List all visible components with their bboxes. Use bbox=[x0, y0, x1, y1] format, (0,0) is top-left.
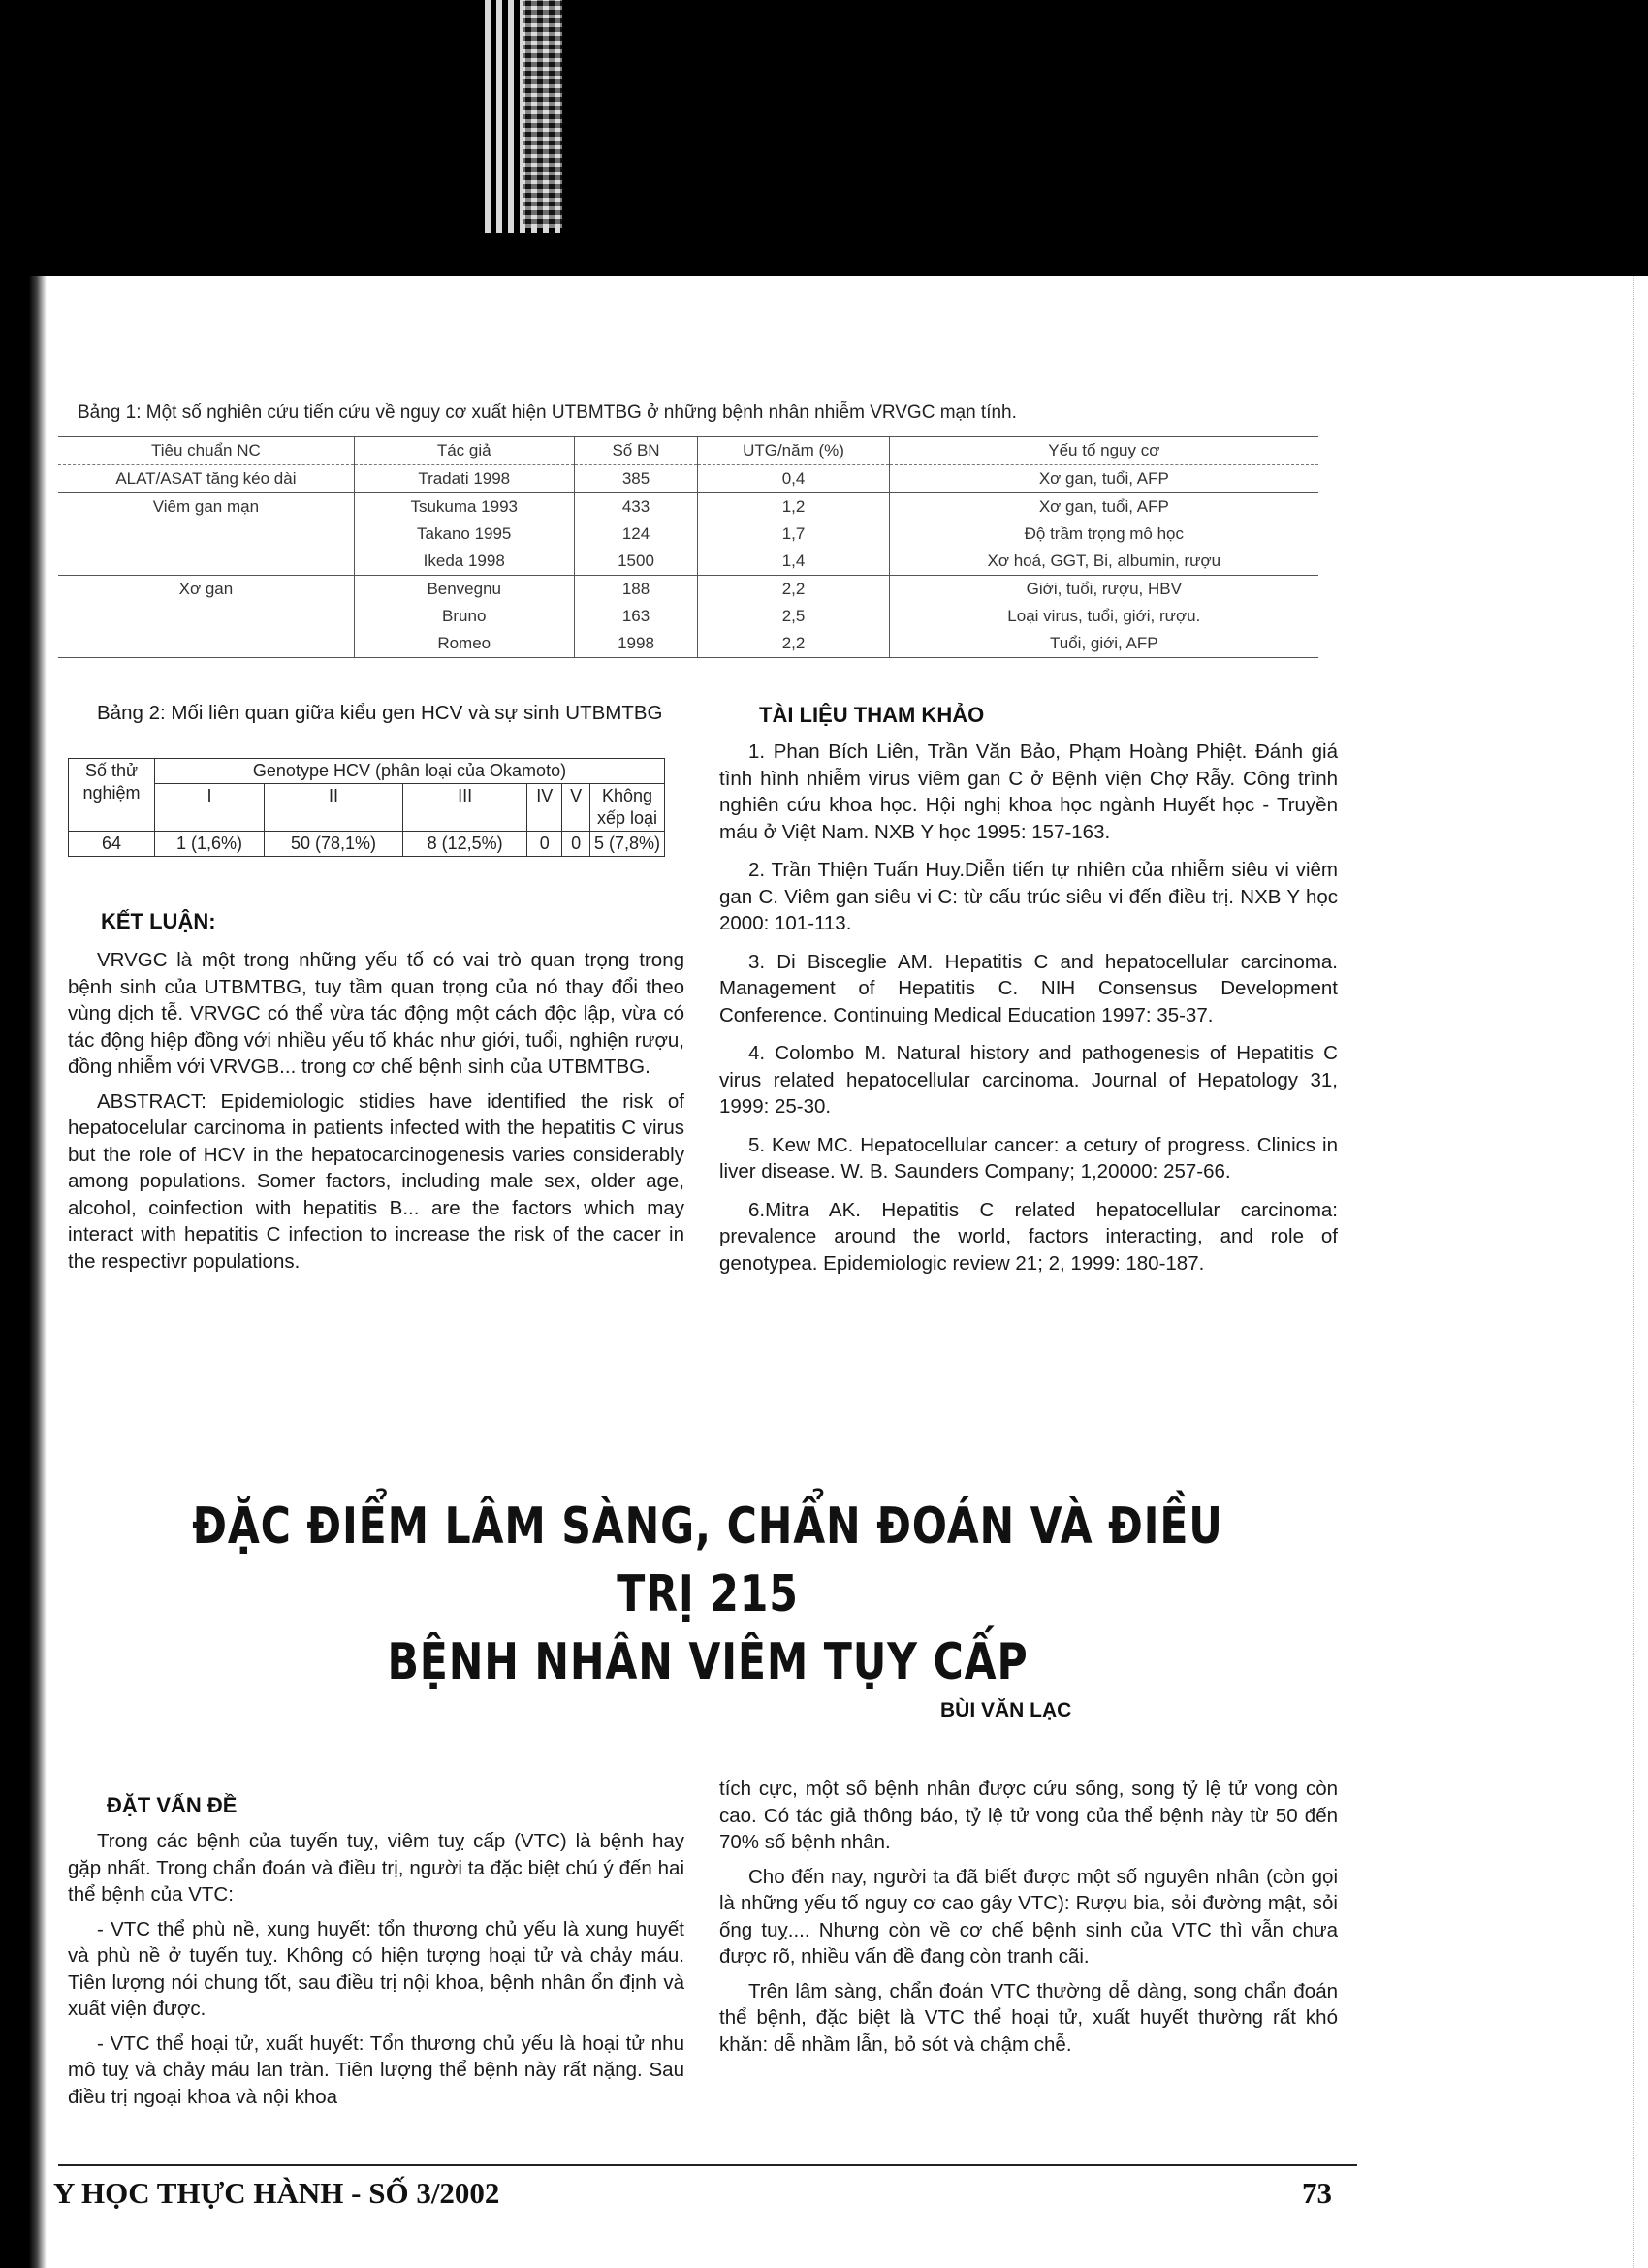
table-cell: 1,4 bbox=[698, 548, 889, 576]
table-cell: 0 bbox=[562, 832, 590, 857]
body-paragraph: tích cực, một số bệnh nhân được cứu sống, song tỷ lệ tử vong còn cao. Có tác giả thông báo, tỷ lệ tử vong của thể bệnh này từ 50 đến 70% số bệnh nhân. bbox=[719, 1778, 1338, 1853]
table-cell: ALAT/ASAT tăng kéo dài bbox=[115, 469, 297, 488]
table-cell: V bbox=[562, 784, 590, 832]
article-title-line1: ĐẶC ĐIỂM LÂM SÀNG, CHẨN ĐOÁN VÀ ĐIỀU TRỊ 215 bbox=[192, 1497, 1223, 1623]
table-cell: III bbox=[403, 784, 527, 832]
table-cell: Xơ gan, tuổi, AFP bbox=[889, 493, 1318, 521]
ketluan-heading: KẾT LUẬN: bbox=[101, 909, 216, 933]
table-cell: 163 bbox=[574, 603, 698, 630]
table-cell: Xơ hoá, GGT, Bi, albumin, rượu bbox=[889, 548, 1318, 576]
table-cell bbox=[58, 603, 354, 630]
table-row bbox=[58, 520, 1318, 548]
reference-item: 5. Kew MC. Hepatocellular cancer: a cetury of progress. Clinics in liver disease. W. B. Saunders Company; 1,20000: 257-66. bbox=[719, 1133, 1338, 1182]
table-cell: 385 bbox=[574, 465, 698, 493]
table-row bbox=[58, 548, 1318, 576]
scan-right-edge bbox=[1633, 276, 1648, 2268]
table-cell: Xơ gan, tuổi, AFP bbox=[889, 465, 1318, 493]
body-paragraph: Trong các bệnh của tuyến tuỵ, viêm tuỵ cấp (VTC) là bệnh hay gặp nhất. Trong chẩn đoán và điều trị, người ta đặc biệt chú ý đến hai thể bệnh của VTC: bbox=[68, 1830, 684, 1906]
reference-item: 6.Mitra AK. Hepatitis C related hepatocellular carcinoma: prevalence around the world, factors interacting, and role of genotypea. Epidemiologic review 21; 2, 1999: 180-187. bbox=[719, 1198, 1338, 1275]
table-cell: 124 bbox=[574, 520, 698, 548]
table-cell: 64 bbox=[69, 832, 155, 857]
scan-left-edge bbox=[0, 276, 47, 2268]
section-heading: ĐẶT VẤN ĐỀ bbox=[107, 1793, 238, 1817]
reference-item: 3. Di Bisceglie AM. Hepatitis C and hepatocellular carcinoma. Management of Hepatitis C. NIH Consensus Development Conference. Continuing Medical Education 1997: 35-37. bbox=[719, 950, 1338, 1026]
article-title bbox=[191, 1493, 1224, 1696]
page-number: 73 bbox=[1302, 2176, 1332, 2210]
table-cell: Loại virus, tuổi, giới, rượu. bbox=[889, 603, 1318, 630]
table-cell: 1,7 bbox=[698, 520, 889, 548]
table-row bbox=[58, 603, 1318, 630]
table-cell: IV bbox=[527, 784, 562, 832]
table-cell: Giới, tuổi, rượu, HBV bbox=[889, 576, 1318, 604]
table1 bbox=[58, 436, 1318, 658]
body-paragraph: Trên lâm sàng, chẩn đoán VTC thường dễ dàng, song chẩn đoán thể bệnh, đặc biệt là VTC thể hoại tử, xuất huyết thường rất khó khăn: dễ nhầm lẫn, bỏ sót và chậm chễ. bbox=[719, 1979, 1338, 2056]
table1-header: UTG/năm (%) bbox=[698, 437, 889, 465]
body-paragraph: Cho đến nay, người ta đã biết được một số nguyên nhân (còn gọi là những yếu tố nguy cơ cao gây VTC): Rượu bia, sỏi đường mật, sỏi ống tuỵ.... Nhưng còn về cơ chế bệnh sinh của VTC thì vẫn chưa được rõ, nhiều vấn đề đang còn tranh cãi. bbox=[719, 1865, 1338, 1968]
table1-header: Tiêu chuẩn NC bbox=[58, 437, 354, 465]
table-cell: Tradati 1998 bbox=[354, 465, 574, 493]
table-cell: 188 bbox=[574, 576, 698, 604]
table-row bbox=[58, 493, 1318, 521]
footer-rule bbox=[58, 2164, 1357, 2166]
ketluan-body bbox=[68, 947, 684, 1282]
table-cell: 1,2 bbox=[698, 493, 889, 521]
table1-header-row bbox=[58, 437, 1318, 465]
table-cell: Benvegnu bbox=[354, 576, 574, 604]
article-title-line2: BỆNH NHÂN VIÊM TỤY CẤP bbox=[387, 1633, 1029, 1691]
body-paragraph: - VTC thể hoại tử, xuất huyết: Tổn thương chủ yếu là hoại tử nhu mô tuỵ và chảy máu lan tràn. Tiên lượng thể bệnh này rất nặng. Sau điều trị ngoại khoa và nội khoa bbox=[68, 2032, 684, 2108]
table-cell: Tsukuma 1993 bbox=[354, 493, 574, 521]
table-cell: 433 bbox=[574, 493, 698, 521]
abstract-paragraph: ABSTRACT: Epidemiologic stidies have identified the risk of hepatocelular carcinoma in patients infected with the hepatitis C virus but the role of HCV in the hepatocarcinogenesis varies considerably among populations. Somer factors, including male sex, older age, alcohol, coinfection with hepatitis B... are the factors which may interact with hepatitis C infection to increase the risk of the cacer in the respectivr populations. bbox=[68, 1089, 684, 1273]
table2-group-header: Genotype HCV (phân loại của Okamoto) bbox=[155, 759, 665, 784]
reference-item: 1. Phan Bích Liên, Trần Văn Bảo, Phạm Hoàng Phiệt. Đánh giá tình hình nhiễm virus viêm gan C ở Bệnh viện Chợ Rẫy. Công trình nghiên cứu khoa học. Hội nghị khoa học ngành Huyết học - Truyền máu ở Việt Nam. NXB Y học 1995: 157-163. bbox=[719, 740, 1338, 843]
table-cell: 1500 bbox=[574, 548, 698, 576]
table-cell: 2,2 bbox=[698, 630, 889, 658]
table2 bbox=[68, 758, 665, 857]
table1-header: Yếu tố nguy cơ bbox=[889, 437, 1318, 465]
table-cell: Bruno bbox=[354, 603, 574, 630]
table-cell bbox=[58, 520, 354, 548]
table-cell: Romeo bbox=[354, 630, 574, 658]
table2-caption: Bảng 2: Mối liên quan giữa kiểu gen HCV và sự sinh UTBMTBG bbox=[97, 702, 663, 724]
table-cell: Tuổi, giới, AFP bbox=[889, 630, 1318, 658]
body-paragraph: - VTC thể phù nề, xung huyết: tổn thương chủ yếu là xung huyết và phù nề ở tuyến tuỵ. Không có hiện tượng hoại tử và chảy máu. Tiên lượng nói chung tốt, sau điều trị nội khoa, bệnh nhân ổn định và xuất viện được. bbox=[68, 1917, 684, 2020]
table-cell bbox=[58, 630, 354, 658]
ketluan-paragraph: VRVGC là một trong những yếu tố có vai trò quan trọng trong bệnh sinh của UTBMTBG, tuy tầm quan trọng của nó thay đổi theo vùng dịch tễ. VRVGC có thể vừa tác động một cách độc lập, vừa có tác động hiệp đồng với nhiều yếu tố khác như giới, tuổi, nghiện rượu, đồng nhiễm với VRVGB... trong cơ chế bệnh sinh của UTBMTBG. bbox=[68, 949, 684, 1078]
table1-caption: Bảng 1: Một số nghiên cứu tiến cứu về nguy cơ xuất hiện UTBMTBG ở những bệnh nhân nhiễm VRVGC mạn tính. bbox=[78, 402, 1017, 423]
table-cell: Takano 1995 bbox=[354, 520, 574, 548]
table-row bbox=[69, 759, 665, 784]
article-author: BÙI VĂN LẠC bbox=[940, 1699, 1072, 1721]
reference-item: 2. Trần Thiện Tuấn Huy.Diễn tiến tự nhiên của nhiễm siêu vi viêm gan C. Viêm gan siêu vi C: từ cấu trúc siêu vi đến điều trị. NXB Y học 2000: 101-113. bbox=[719, 859, 1338, 934]
table-cell: 1998 bbox=[574, 630, 698, 658]
table-cell: 1 (1,6%) bbox=[155, 832, 265, 857]
binding-strip-shadow bbox=[523, 0, 562, 228]
table-cell: 8 (12,5%) bbox=[403, 832, 527, 857]
table-row bbox=[69, 784, 665, 832]
references-heading: TÀI LIỆU THAM KHẢO bbox=[759, 703, 985, 727]
table-cell: I bbox=[155, 784, 265, 832]
table-cell: Ikeda 1998 bbox=[354, 548, 574, 576]
article-left-column bbox=[68, 1828, 684, 2118]
references-list bbox=[719, 739, 1338, 1288]
table1-header: Số BN bbox=[574, 437, 698, 465]
table-cell: 2,5 bbox=[698, 603, 889, 630]
table2-first-col-header: Số thử nghiệm bbox=[69, 759, 155, 832]
scan-dark-top bbox=[0, 0, 1648, 276]
reference-item: 4. Colombo M. Natural history and pathogenesis of Hepatitis C virus related hepatocellular carcinoma. Journal of Hepatology 31, 1999: 25-30. bbox=[719, 1042, 1338, 1118]
table-cell: 5 (7,8%) bbox=[590, 832, 665, 857]
table-cell: 2,2 bbox=[698, 576, 889, 604]
article-right-column bbox=[719, 1776, 1338, 2065]
table-row bbox=[69, 832, 665, 857]
table-cell: 0 bbox=[527, 832, 562, 857]
journal-footer: Y HỌC THỰC HÀNH - SỐ 3/2002 bbox=[53, 2176, 500, 2210]
table-cell: 50 (78,1%) bbox=[264, 832, 402, 857]
table-cell: Viêm gan mạn bbox=[58, 493, 354, 521]
table-row bbox=[58, 630, 1318, 658]
table-cell bbox=[58, 548, 354, 576]
table-cell: Độ trầm trọng mô học bbox=[889, 520, 1318, 548]
table1-header: Tác giả bbox=[354, 437, 574, 465]
table-cell: II bbox=[264, 784, 402, 832]
table-row bbox=[58, 576, 1318, 604]
table-cell: Không xếp loại bbox=[590, 784, 665, 832]
table-row bbox=[58, 465, 1318, 493]
table-cell: 0,4 bbox=[698, 465, 889, 493]
table-cell: Xơ gan bbox=[58, 576, 354, 604]
